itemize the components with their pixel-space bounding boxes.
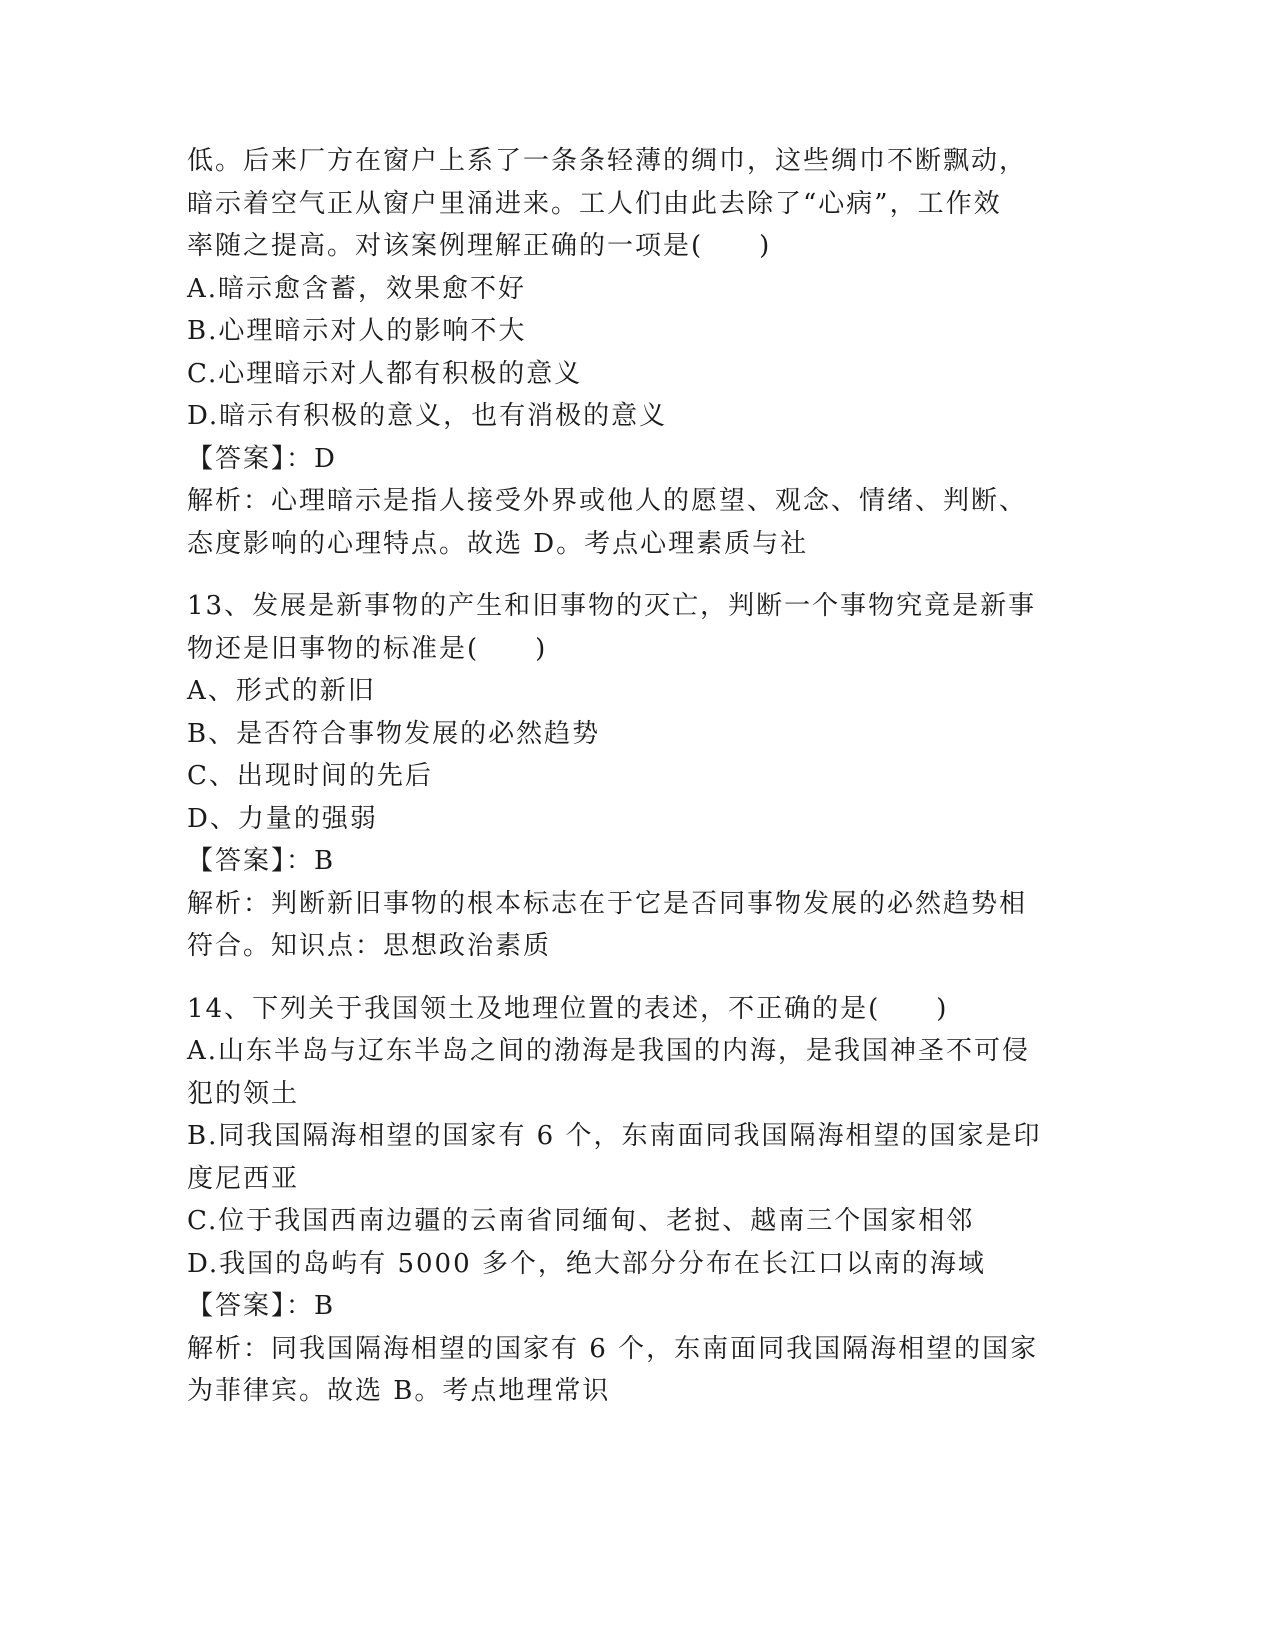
question-stem-line: 14、下列关于我国领土及地理位置的表述，不正确的是( ) [187,993,949,1024]
analysis-line: 为菲律宾。故选 B。考点地理常识 [187,1376,611,1406]
question-stem-line: 物还是旧事物的标准是( ) [187,633,548,664]
question-12-continued [187,140,1057,565]
option-d: D.暗示有积极的意义，也有消极的意义 [187,401,668,431]
option-a: A.暗示愈含蓄，效果愈不好 [187,273,527,304]
analysis-line: 解析：判断新旧事物的根本标志在于它是否同事物发展的必然趋势相 [187,888,1028,919]
question-stem-line: 低。后来厂方在窗户上系了一条条轻薄的绸巾，这些绸巾不断飘动， [187,146,1028,176]
question-stem-line: 率随之提高。对该案例理解正确的一项是( ) [187,231,772,261]
option-b: B.心理暗示对人的影响不大 [187,316,527,346]
analysis-line: 态度影响的心理特点。故选 D。考点心理素质与社 [187,528,809,559]
answer-line: 【答案】：B [187,846,336,876]
option-a-continued: 犯的领土 [187,1078,300,1109]
option-b-continued: 度尼西亚 [187,1163,300,1194]
question-14 [187,988,1057,1413]
answer-line: 【答案】：D [187,443,337,474]
document-content [187,140,1057,1413]
analysis-line: 解析：心理暗示是指人接受外界或他人的愿望、观念、情绪、判断、 [187,486,1028,516]
option-b: B、是否符合事物发展的必然趋势 [187,718,601,749]
option-a: A.山东半岛与辽东半岛之间的渤海是我国的内海，是我国神圣不可侵 [187,1036,1031,1066]
question-stem-line: 暗示着空气正从窗户里涌进来。工人们由此去除了“心病”，工作效 [187,188,1002,219]
option-d: D、力量的强弱 [187,803,378,834]
option-c: C、出现时间的先后 [187,761,433,791]
answer-line: 【答案】：B [187,1291,336,1321]
analysis-line: 解析：同我国隔海相望的国家有 6 个，东南面同我国隔海相望的国家 [187,1333,1039,1364]
question-stem-line: 13、发展是新事物的产生和旧事物的灭亡，判断一个事物究竟是新事 [187,591,1037,621]
option-a: A、形式的新旧 [187,676,376,706]
option-c: C.心理暗示对人都有积极的意义 [187,358,583,389]
option-d: D.我国的岛屿有 5000 多个，绝大部分分布在长江口以南的海域 [187,1248,986,1279]
analysis-line: 符合。知识点：思想政治素质 [187,931,552,961]
option-b: B.同我国隔海相望的国家有 6 个，东南面同我国隔海相望的国家是印 [187,1121,1042,1151]
question-13 [187,585,1057,968]
option-c: C.位于我国西南边疆的云南省同缅甸、老挝、越南三个国家相邻 [187,1206,975,1236]
